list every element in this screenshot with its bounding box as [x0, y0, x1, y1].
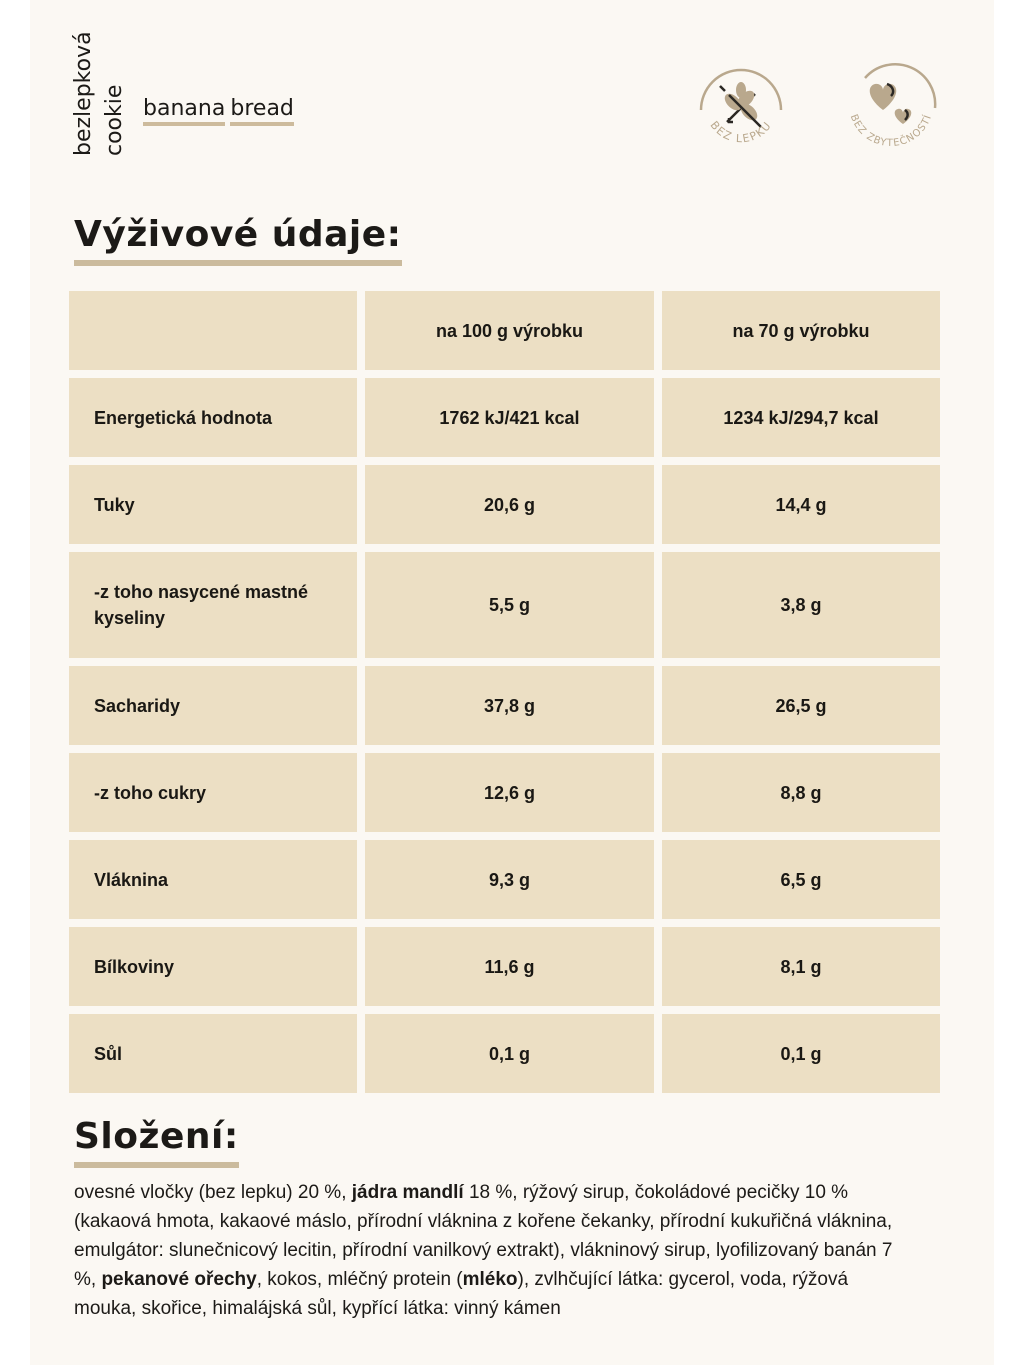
- badge-label-noextra: BEZ ZBYTEČNOSTÍ: [847, 112, 935, 150]
- table-row: [69, 753, 940, 832]
- brand-line-2: cookie: [102, 84, 127, 156]
- nutrient-name: Energetická hodnota: [69, 378, 357, 457]
- table-row: [69, 666, 940, 745]
- allergen-highlight: pekanové ořechy: [101, 1269, 257, 1290]
- table-header-row: [69, 291, 940, 370]
- value-per100: 11,6 g: [365, 927, 654, 1006]
- value-per70: 8,8 g: [662, 753, 940, 832]
- nutrition-title: Výživové údaje:: [74, 214, 402, 266]
- table-row: [69, 927, 940, 1006]
- composition-part: , kokos, mléčný protein (: [256, 1269, 463, 1290]
- nutrient-name: Vláknina: [69, 840, 357, 919]
- brand-line-1: bezlepková: [71, 31, 96, 156]
- nutrient-name: Sůl: [69, 1014, 357, 1093]
- table-row: [69, 840, 940, 919]
- nutrient-name: Bílkoviny: [69, 927, 357, 1006]
- value-per70: 3,8 g: [662, 552, 940, 658]
- table-row: [69, 465, 940, 544]
- value-per70: 26,5 g: [662, 666, 940, 745]
- header-cell-per70: na 70 g výrobku: [662, 291, 940, 370]
- value-per100: 1762 kJ/421 kcal: [365, 378, 654, 457]
- value-per70: 14,4 g: [662, 465, 940, 544]
- composition-part: ovesné vločky (bez lepku) 20 %,: [74, 1182, 352, 1203]
- brand-logo: [70, 18, 130, 158]
- product-name: [143, 96, 294, 128]
- value-per100: 12,6 g: [365, 753, 654, 832]
- value-per100: 0,1 g: [365, 1014, 654, 1093]
- value-per100: 20,6 g: [365, 465, 654, 544]
- allergen-highlight: mléko: [462, 1269, 518, 1290]
- composition-part: 18 %, rýžový sirup, čokoládové pecičky 10 % (kakaová hmota, kakaové máslo, přírodní vláknina z kořene čekanky, přírodní kukuřičná vláknina, emulgátor: slunečnicový lecitin, přírodní vanilkový extrakt), vlákninový sirup, lyofilizovaný banán 7 %,: [74, 1182, 893, 1290]
- value-per100: 9,3 g: [365, 840, 654, 919]
- value-per70: 6,5 g: [662, 840, 940, 919]
- nutrient-name: Tuky: [69, 465, 357, 544]
- header-cell-empty: [69, 291, 357, 370]
- wheat-crossed-icon: [720, 82, 761, 127]
- value-per70: 8,1 g: [662, 927, 940, 1006]
- table-row: [69, 378, 940, 457]
- table-row: [69, 552, 940, 658]
- product-name-line-1: [143, 96, 225, 126]
- hearts-icon: [870, 84, 912, 124]
- product-name-text-1: banana: [143, 96, 226, 121]
- composition-title: Složení:: [74, 1116, 239, 1168]
- value-per100: 37,8 g: [365, 666, 654, 745]
- nutrient-name: -z toho nasycené mastné kyseliny: [69, 552, 357, 658]
- composition-part: ), zvlhčující látka: gycerol, voda, rýžová mouka, skořice, himalájská sůl, kypřící látka: vinný kámen: [74, 1269, 849, 1319]
- value-per100: 5,5 g: [365, 552, 654, 658]
- nutrient-name: -z toho cukry: [69, 753, 357, 832]
- product-name-text-2: bread: [230, 96, 294, 121]
- value-per70: 0,1 g: [662, 1014, 940, 1093]
- value-per70: 1234 kJ/294,7 kcal: [662, 378, 940, 457]
- allergen-highlight: jádra mandlí: [351, 1182, 464, 1203]
- header-cell-per100: na 100 g výrobku: [365, 291, 654, 370]
- nutrition-table: [69, 291, 940, 1101]
- no-extras-badge: [843, 60, 939, 156]
- nutrient-name: Sacharidy: [69, 666, 357, 745]
- badge-label-gluten: BEZ LEPKU: [707, 118, 775, 146]
- gluten-free-badge: [693, 60, 789, 156]
- composition-text: [74, 1178, 914, 1323]
- table-row: [69, 1014, 940, 1093]
- product-name-line-2: [230, 96, 294, 126]
